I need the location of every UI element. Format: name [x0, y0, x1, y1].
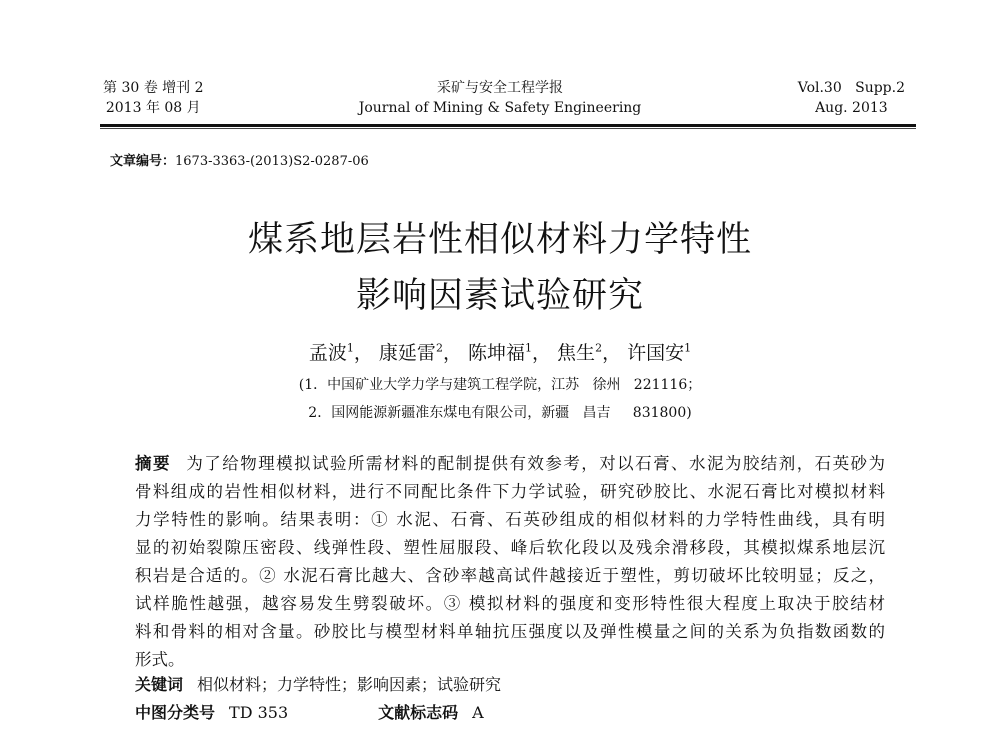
header-rule [100, 124, 916, 127]
affiliation-1: (1．中国矿业大学力学与建筑工程学院，江苏 徐州 221116； [298, 377, 702, 393]
keywords [135, 672, 501, 695]
date-cn: 2013 年 08 月 [105, 100, 201, 116]
classification [135, 700, 484, 723]
abstract-line: 显的初始裂隙压密段、线弹性段、塑性屈服段、峰后软化段以及残余滑移段，其模拟煤系地层沉 [135, 538, 885, 557]
abstract-line [135, 450, 885, 474]
journal-name-en: Journal of Mining & Safety Engineering [358, 100, 642, 116]
author: 焦生 [557, 342, 596, 364]
author-affiliation-mark: 2 [435, 341, 443, 355]
header-volume [103, 78, 204, 118]
author-affiliation-mark: 1 [525, 341, 532, 355]
header-volume-en [798, 78, 905, 118]
abstract-line: 试样脆性越强，越容易发生劈裂破坏。③ 模拟材料的强度和变形特性很大程度上取决于胶结材 [135, 594, 885, 613]
paper-title-line1: 煤系地层岩性相似材料力学特性 [247, 220, 752, 260]
paper-title-line2: 影响因素试验研究 [355, 276, 644, 316]
author-affiliation-mark: 1 [684, 341, 692, 355]
abstract-line: 料和骨料的相对含量。砂胶比与模型材料单轴抗压强度以及弹性模量之间的关系为负指数函数的 [135, 622, 885, 641]
author-affiliation-mark: 1 [346, 341, 354, 355]
article-number-value: 1673-3363-(2013)S2-0287-06 [175, 154, 369, 169]
abstract-text: 为了给物理模拟试验所需材料的配制提供有效参考，对以石膏、水泥为胶结剂，石英砂为 [184, 454, 886, 473]
keywords-label: 关键词 [135, 675, 184, 694]
volume-en: Vol.30 Supp.2 [797, 80, 905, 96]
keywords-value: 相似材料；力学特性；影响因素；试验研究 [197, 675, 502, 694]
abstract-line: 骨料组成的岩性相似材料，进行不同配比条件下力学试验，研究砂胶比、水泥石膏比对模拟材料 [135, 482, 885, 501]
classification-label: 中图分类号 [135, 703, 216, 722]
abstract-line: 积岩是合适的。② 水泥石膏比越大、含砂率越高试件越接近于塑性，剪切破坏比较明显；反之， [135, 566, 885, 585]
journal-name-cn: 采矿与安全工程学报 [437, 80, 563, 96]
author: 康延雷 [378, 342, 436, 364]
abstract-label: 摘要 [135, 454, 171, 473]
volume-issue: 第 30 卷 增刊 2 [103, 80, 204, 96]
doc-code-label: 文献标志码 [378, 703, 459, 722]
author: 许国安 [627, 342, 685, 364]
author-affiliation-mark: 2 [595, 341, 603, 355]
article-number-label: 文章编号： [110, 154, 176, 169]
header-journal [330, 78, 670, 118]
doc-code-value: A [472, 703, 484, 722]
classification-value: TD 353 [229, 703, 289, 722]
author: 陈坤福 [467, 342, 525, 364]
author-list: 孟波$^1$， 康延雷$^2$， 陈坤福$^1$， 焦生$^2$， 许国安$^1$ [308, 341, 692, 364]
header-rule-thin [100, 128, 916, 129]
affiliation-2: 2．国网能源新疆准东煤电有限公司，新疆 昌吉 831800) [308, 405, 692, 421]
article-number [110, 150, 369, 169]
abstract-line: 力学特性的影响。结果表明：① 水泥、石膏、石英砂组成的相似材料的力学特性曲线，具有明 [135, 510, 885, 529]
abstract-line: 形式。 [135, 650, 185, 669]
date-en: Aug. 2013 [815, 100, 888, 116]
author: 孟波 [308, 342, 347, 364]
